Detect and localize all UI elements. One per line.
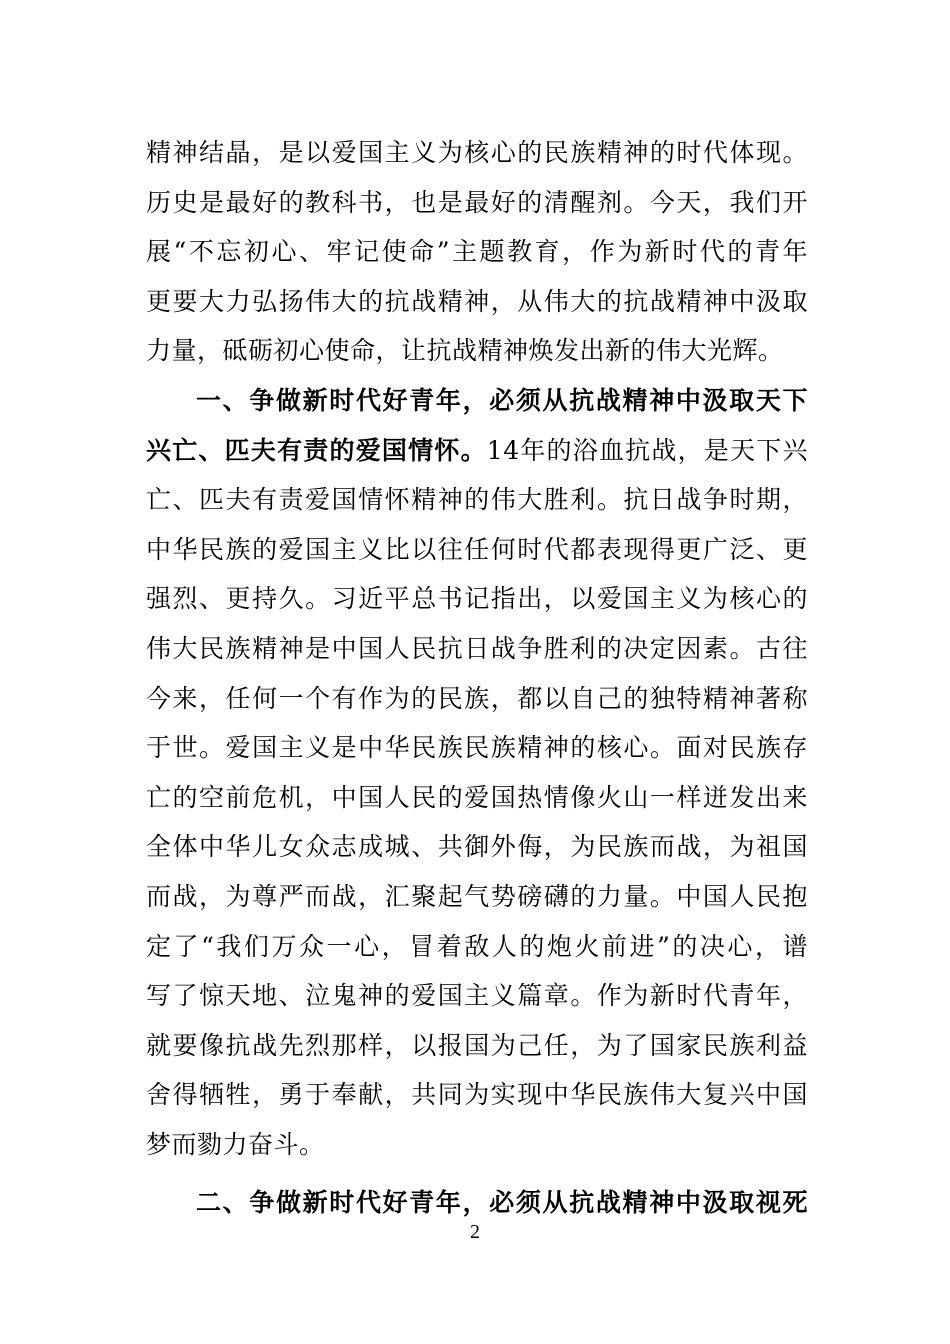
text-line: 舍得牺牲，勇于奉献，共同为实现中华民族伟大复兴中国 bbox=[146, 1080, 808, 1110]
text-line: 亡的空前危机，中国人民的爱国热情像火山一样迸发出来 bbox=[146, 782, 808, 812]
text-line: 写了惊天地、泣鬼神的爱国主义篇章。作为新时代青年， bbox=[146, 981, 808, 1011]
section-heading: 兴亡、匹夫有责的爱国情怀。 bbox=[146, 435, 487, 465]
paragraph-gap bbox=[146, 1169, 808, 1178]
text-line: 就要像抗战先烈那样，以报国为己任，为了国家民族利益 bbox=[146, 1030, 808, 1060]
text-line: 力量，砥砺初心使命，让抗战精神焕发出新的伟大光辉。 bbox=[146, 336, 784, 366]
text-line bbox=[146, 426, 808, 476]
document-body bbox=[146, 128, 808, 1228]
text-line: 强烈、更持久。习近平总书记指出，以爱国主义为核心的 bbox=[146, 584, 808, 614]
text-line: 伟大民族精神是中国人民抗日战争胜利的决定因素。古往 bbox=[146, 633, 808, 663]
text-line: 更要大力弘扬伟大的抗战精神，从伟大的抗战精神中汲取 bbox=[146, 286, 808, 316]
text-line: 中华民族的爱国主义比以往任何时代都表现得更广泛、更 bbox=[146, 534, 808, 564]
text-line: 展“不忘初心、牢记使命”主题教育，作为新时代的青年 bbox=[146, 237, 808, 267]
text-line: 精神结晶，是以爱国主义为核心的民族精神的时代体现。 bbox=[146, 138, 808, 167]
paragraph bbox=[146, 128, 808, 376]
text-run: 14年的浴血抗战，是天下兴 bbox=[486, 435, 808, 465]
section-heading: 二、争做新时代好青年，必须从抗战精神中汲取视死 bbox=[196, 1188, 808, 1218]
page-number: 2 bbox=[470, 1221, 480, 1243]
text-line: 于世。爱国主义是中华民族民族精神的核心。面对民族存 bbox=[146, 733, 808, 763]
text-line: 今来，任何一个有作为的民族，都以自己的独特精神著称 bbox=[146, 683, 808, 713]
text-line: 梦而勠力奋斗。 bbox=[146, 1129, 325, 1159]
text-line: 全体中华儿女众志成城、共御外侮，为民族而战，为祖国 bbox=[146, 832, 808, 862]
text-line: 历史是最好的教科书，也是最好的清醒剂。今天，我们开 bbox=[146, 187, 808, 217]
text-line: 定了“我们万众一心，冒着敌人的炮火前进”的决心，谱 bbox=[146, 931, 808, 961]
paragraph bbox=[146, 376, 808, 1170]
text-line: 而战，为尊严而战，汇聚起气势磅礴的力量。中国人民抱 bbox=[146, 881, 808, 911]
text-line: 亡、匹夫有责爱国情怀精神的伟大胜利。抗日战争时期， bbox=[146, 485, 808, 515]
section-heading: 一、争做新时代好青年，必须从抗战精神中汲取天下 bbox=[196, 385, 808, 415]
